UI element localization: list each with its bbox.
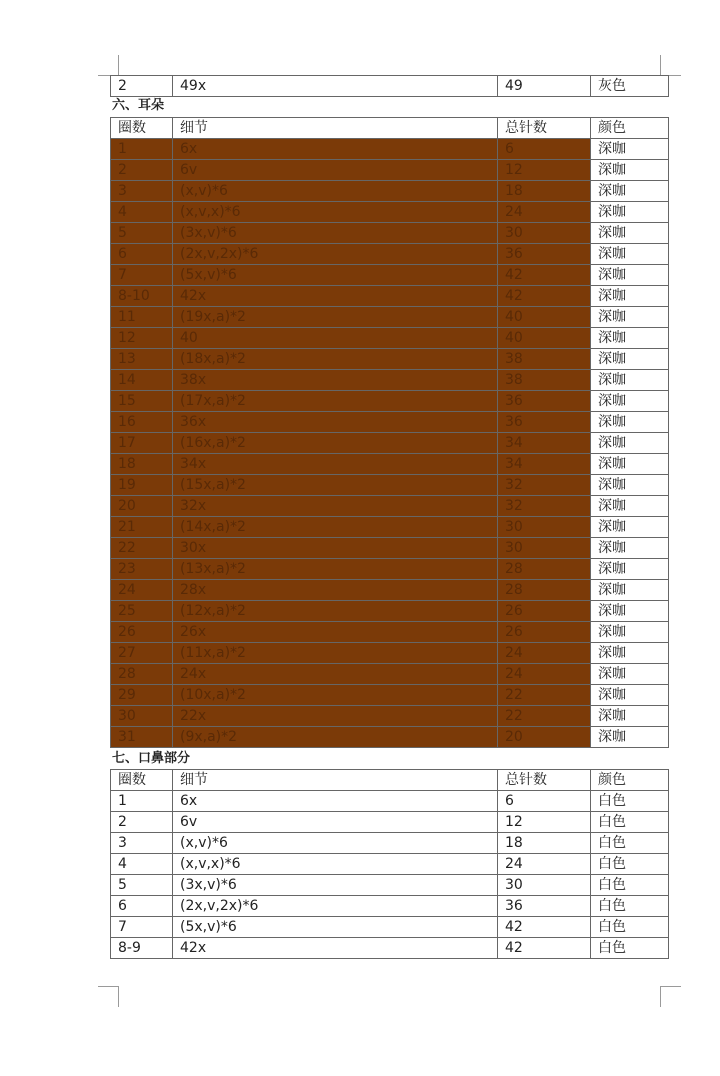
color-cell: 颜色 xyxy=(591,118,669,139)
round-cell: 圈数 xyxy=(111,118,173,139)
color-cell: 深咖 xyxy=(591,454,669,475)
detail-cell: (14x,a)*2 xyxy=(173,517,498,538)
table-row xyxy=(111,601,669,622)
table-row xyxy=(111,643,669,664)
color-cell: 深咖 xyxy=(591,139,669,160)
round-cell: 28 xyxy=(111,664,173,685)
stitch-count-cell: 36 xyxy=(498,896,591,917)
round-cell: 21 xyxy=(111,517,173,538)
detail-cell: (9x,a)*2 xyxy=(173,727,498,748)
round-cell: 2 xyxy=(111,812,173,833)
round-cell: 11 xyxy=(111,307,173,328)
detail-cell: 38x xyxy=(173,370,498,391)
stitch-count-cell: 总针数 xyxy=(498,118,591,139)
stitch-count-cell: 24 xyxy=(498,854,591,875)
color-cell: 白色 xyxy=(591,896,669,917)
crop-mark-bottom-left xyxy=(98,986,119,1007)
detail-cell: (18x,a)*2 xyxy=(173,349,498,370)
color-cell: 深咖 xyxy=(591,727,669,748)
round-cell: 7 xyxy=(111,265,173,286)
color-cell: 深咖 xyxy=(591,496,669,517)
table-row xyxy=(111,917,669,938)
round-cell: 2 xyxy=(111,76,173,97)
round-cell: 15 xyxy=(111,391,173,412)
stitch-count-cell: 18 xyxy=(498,833,591,854)
round-cell: 27 xyxy=(111,643,173,664)
color-cell: 深咖 xyxy=(591,538,669,559)
table-row xyxy=(111,454,669,475)
round-cell: 17 xyxy=(111,433,173,454)
stitch-count-cell: 6 xyxy=(498,139,591,160)
round-cell: 5 xyxy=(111,223,173,244)
color-cell: 颜色 xyxy=(591,770,669,791)
color-cell: 深咖 xyxy=(591,412,669,433)
round-cell: 19 xyxy=(111,475,173,496)
section-heading-ears: 六、耳朵 xyxy=(112,98,165,113)
detail-cell: (x,v,x)*6 xyxy=(173,854,498,875)
detail-cell: 6v xyxy=(173,812,498,833)
color-cell: 深咖 xyxy=(591,706,669,727)
stitch-count-cell: 49 xyxy=(498,76,591,97)
table-row xyxy=(111,76,669,97)
detail-cell: (11x,a)*2 xyxy=(173,643,498,664)
detail-cell: (13x,a)*2 xyxy=(173,559,498,580)
detail-cell: 26x xyxy=(173,622,498,643)
round-cell: 29 xyxy=(111,685,173,706)
detail-cell: 24x xyxy=(173,664,498,685)
table-row xyxy=(111,664,669,685)
stitch-count-cell: 6 xyxy=(498,791,591,812)
color-cell: 深咖 xyxy=(591,328,669,349)
stitch-count-cell: 32 xyxy=(498,475,591,496)
color-cell: 深咖 xyxy=(591,349,669,370)
round-cell: 14 xyxy=(111,370,173,391)
table-row xyxy=(111,580,669,601)
round-cell: 12 xyxy=(111,328,173,349)
round-cell: 8-10 xyxy=(111,286,173,307)
stitch-count-cell: 38 xyxy=(498,349,591,370)
round-cell: 22 xyxy=(111,538,173,559)
stitch-count-cell: 30 xyxy=(498,875,591,896)
detail-cell: (19x,a)*2 xyxy=(173,307,498,328)
round-cell: 26 xyxy=(111,622,173,643)
table-row xyxy=(111,938,669,959)
detail-cell: (3x,v)*6 xyxy=(173,223,498,244)
round-cell: 18 xyxy=(111,454,173,475)
detail-cell: 34x xyxy=(173,454,498,475)
color-cell: 深咖 xyxy=(591,307,669,328)
stitch-count-cell: 26 xyxy=(498,601,591,622)
detail-cell: (2x,v,2x)*6 xyxy=(173,244,498,265)
stitch-count-cell: 38 xyxy=(498,370,591,391)
stitch-count-cell: 总针数 xyxy=(498,770,591,791)
detail-cell: (10x,a)*2 xyxy=(173,685,498,706)
stitch-count-cell: 26 xyxy=(498,622,591,643)
detail-cell: (5x,v)*6 xyxy=(173,917,498,938)
crop-mark-top-left xyxy=(98,55,119,76)
color-cell: 白色 xyxy=(591,833,669,854)
color-cell: 深咖 xyxy=(591,370,669,391)
table-row xyxy=(111,833,669,854)
color-cell: 深咖 xyxy=(591,286,669,307)
detail-cell: 42x xyxy=(173,938,498,959)
table-row xyxy=(111,244,669,265)
color-cell: 深咖 xyxy=(591,160,669,181)
table-row xyxy=(111,307,669,328)
table-row xyxy=(111,622,669,643)
round-cell: 13 xyxy=(111,349,173,370)
table-row xyxy=(111,181,669,202)
detail-cell: 6v xyxy=(173,160,498,181)
round-cell: 4 xyxy=(111,854,173,875)
color-cell: 深咖 xyxy=(591,223,669,244)
round-cell: 1 xyxy=(111,791,173,812)
detail-cell: 36x xyxy=(173,412,498,433)
color-cell: 白色 xyxy=(591,854,669,875)
table-row xyxy=(111,139,669,160)
table-row xyxy=(111,349,669,370)
table-row xyxy=(111,559,669,580)
color-cell: 深咖 xyxy=(591,601,669,622)
color-cell: 深咖 xyxy=(591,622,669,643)
detail-cell: (x,v,x)*6 xyxy=(173,202,498,223)
table-row xyxy=(111,391,669,412)
detail-cell: (2x,v,2x)*6 xyxy=(173,896,498,917)
detail-cell: 42x xyxy=(173,286,498,307)
round-cell: 3 xyxy=(111,181,173,202)
round-cell: 31 xyxy=(111,727,173,748)
table-row xyxy=(111,286,669,307)
stitch-count-cell: 34 xyxy=(498,454,591,475)
stitch-count-cell: 34 xyxy=(498,433,591,454)
stitch-count-cell: 40 xyxy=(498,307,591,328)
color-cell: 深咖 xyxy=(591,517,669,538)
table-row xyxy=(111,854,669,875)
color-cell: 深咖 xyxy=(591,433,669,454)
round-cell: 5 xyxy=(111,875,173,896)
table-row xyxy=(111,727,669,748)
stitch-count-cell: 24 xyxy=(498,664,591,685)
round-cell: 25 xyxy=(111,601,173,622)
detail-cell: 细节 xyxy=(173,770,498,791)
table-row xyxy=(111,370,669,391)
detail-cell: 6x xyxy=(173,139,498,160)
stitch-count-cell: 24 xyxy=(498,202,591,223)
color-cell: 白色 xyxy=(591,812,669,833)
color-cell: 深咖 xyxy=(591,265,669,286)
round-cell: 6 xyxy=(111,244,173,265)
color-cell: 深咖 xyxy=(591,391,669,412)
stitch-count-cell: 12 xyxy=(498,160,591,181)
detail-cell: 32x xyxy=(173,496,498,517)
detail-cell: 49x xyxy=(173,76,498,97)
crop-mark-top-right xyxy=(660,55,681,76)
detail-cell: (x,v)*6 xyxy=(173,181,498,202)
round-cell: 16 xyxy=(111,412,173,433)
previous-table-tail xyxy=(110,75,668,97)
stitch-count-cell: 32 xyxy=(498,496,591,517)
stitch-count-cell: 28 xyxy=(498,559,591,580)
round-cell: 23 xyxy=(111,559,173,580)
table-row xyxy=(111,223,669,244)
color-cell: 深咖 xyxy=(591,664,669,685)
detail-cell: 6x xyxy=(173,791,498,812)
color-cell: 深咖 xyxy=(591,202,669,223)
table-row xyxy=(111,202,669,223)
color-cell: 白色 xyxy=(591,917,669,938)
round-cell: 2 xyxy=(111,160,173,181)
round-cell: 1 xyxy=(111,139,173,160)
color-cell: 深咖 xyxy=(591,181,669,202)
detail-cell: 40 xyxy=(173,328,498,349)
table-row xyxy=(111,706,669,727)
round-cell: 24 xyxy=(111,580,173,601)
table-header-row xyxy=(111,770,669,791)
stitch-count-cell: 36 xyxy=(498,391,591,412)
stitch-count-cell: 36 xyxy=(498,412,591,433)
table-row xyxy=(111,328,669,349)
color-cell: 深咖 xyxy=(591,559,669,580)
stitch-count-cell: 22 xyxy=(498,706,591,727)
stitch-count-cell: 30 xyxy=(498,223,591,244)
round-cell: 4 xyxy=(111,202,173,223)
color-cell: 深咖 xyxy=(591,580,669,601)
stitch-count-cell: 12 xyxy=(498,812,591,833)
color-cell: 灰色 xyxy=(591,76,669,97)
detail-cell: (17x,a)*2 xyxy=(173,391,498,412)
table-row xyxy=(111,517,669,538)
stitch-count-cell: 42 xyxy=(498,917,591,938)
table-header-row xyxy=(111,118,669,139)
stitch-count-cell: 20 xyxy=(498,727,591,748)
detail-cell: (5x,v)*6 xyxy=(173,265,498,286)
round-cell: 7 xyxy=(111,917,173,938)
stitch-count-cell: 22 xyxy=(498,685,591,706)
round-cell: 圈数 xyxy=(111,770,173,791)
round-cell: 6 xyxy=(111,896,173,917)
color-cell: 深咖 xyxy=(591,244,669,265)
table-row xyxy=(111,433,669,454)
detail-cell: (x,v)*6 xyxy=(173,833,498,854)
table-row xyxy=(111,791,669,812)
stitch-count-cell: 30 xyxy=(498,538,591,559)
detail-cell: (12x,a)*2 xyxy=(173,601,498,622)
table-row xyxy=(111,412,669,433)
color-cell: 白色 xyxy=(591,875,669,896)
crop-mark-bottom-right xyxy=(660,986,681,1007)
stitch-count-cell: 24 xyxy=(498,643,591,664)
detail-cell: 28x xyxy=(173,580,498,601)
stitch-count-cell: 42 xyxy=(498,286,591,307)
detail-cell: 细节 xyxy=(173,118,498,139)
detail-cell: 22x xyxy=(173,706,498,727)
muzzle-table xyxy=(110,769,668,959)
stitch-count-cell: 28 xyxy=(498,580,591,601)
color-cell: 深咖 xyxy=(591,685,669,706)
round-cell: 20 xyxy=(111,496,173,517)
stitch-count-cell: 30 xyxy=(498,517,591,538)
color-cell: 深咖 xyxy=(591,475,669,496)
table-row xyxy=(111,496,669,517)
round-cell: 30 xyxy=(111,706,173,727)
detail-cell: 30x xyxy=(173,538,498,559)
detail-cell: (16x,a)*2 xyxy=(173,433,498,454)
stitch-count-cell: 42 xyxy=(498,265,591,286)
color-cell: 白色 xyxy=(591,791,669,812)
table-row xyxy=(111,896,669,917)
table-row xyxy=(111,538,669,559)
stitch-count-cell: 42 xyxy=(498,938,591,959)
color-cell: 白色 xyxy=(591,938,669,959)
table-row xyxy=(111,875,669,896)
detail-cell: (15x,a)*2 xyxy=(173,475,498,496)
stitch-count-cell: 18 xyxy=(498,181,591,202)
round-cell: 8-9 xyxy=(111,938,173,959)
table-row xyxy=(111,265,669,286)
table-row xyxy=(111,475,669,496)
round-cell: 3 xyxy=(111,833,173,854)
color-cell: 深咖 xyxy=(591,643,669,664)
ears-table xyxy=(110,117,668,748)
table-row xyxy=(111,812,669,833)
stitch-count-cell: 36 xyxy=(498,244,591,265)
table-row xyxy=(111,685,669,706)
stitch-count-cell: 40 xyxy=(498,328,591,349)
section-heading-muzzle: 七、口鼻部分 xyxy=(112,751,191,766)
table-row xyxy=(111,160,669,181)
detail-cell: (3x,v)*6 xyxy=(173,875,498,896)
